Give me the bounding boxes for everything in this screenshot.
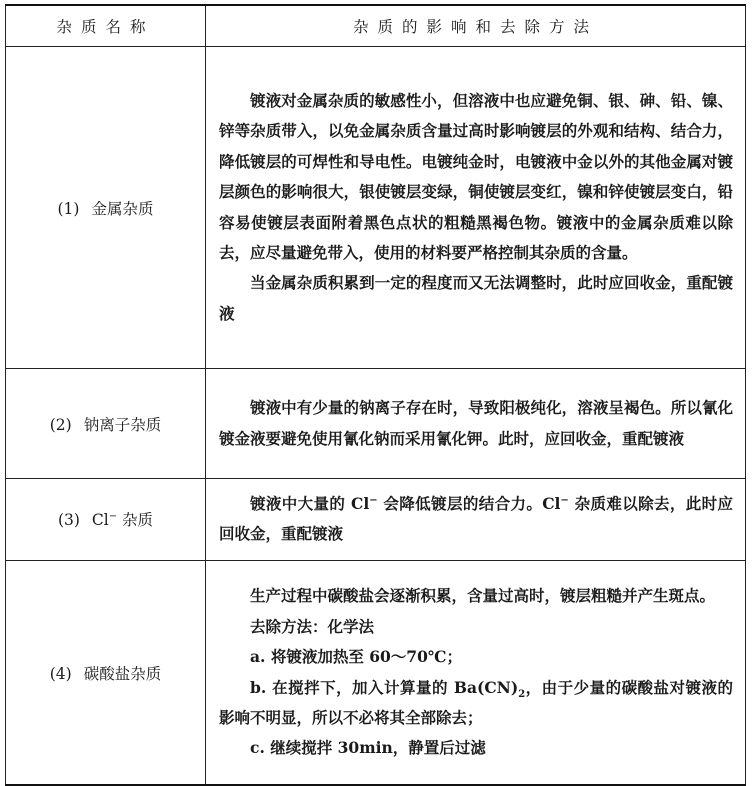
impurity-name-cell [6, 560, 206, 785]
description-paragraph: 镀液对金属杂质的敏感性小，但溶液中也应避免铜、银、砷、铅、镍、锌等杂质带入，以免金属杂质含量过高时影响镀层的外观和结构、结合力，降低镀层的可焊性和导电性。电镀纯金时，电镀液中金以外的其他金属对镀层颜色的影响很大，银使镀层变绿，铜使镀层变红，镍和锌使镀层变白，铅容易使镀层表面附着黑色点状的粗糙黑褐色物。镀液中的金属杂质难以除去，应尽量避免带入，使用的材料要严格控制其杂质的含量。 [219, 90, 733, 262]
impurity-name: 钠离子杂质 [83, 415, 162, 434]
row-number: (1) [57, 199, 80, 218]
removal-step-a: a. 将镀液加热至 60～70℃； [250, 647, 462, 667]
removal-step-c: c. 继续搅拌 30min，静置后过滤 [250, 738, 486, 758]
table-row [6, 479, 746, 561]
description-paragraph: 生产过程中碳酸盐会逐渐积累，含量过高时，镀层粗糙并产生斑点。 [250, 586, 716, 606]
description-paragraph: 镀液中有少量的钠离子存在时，导致阳极纯化，溶液呈褐色。所以氰化镀金液要避免使用氰化钠而采用氰化钾。此时，应回收金，重配镀液 [219, 398, 733, 448]
impurity-description-cell [206, 369, 746, 479]
impurity-name: 碳酸盐杂质 [83, 664, 162, 683]
header-effect-and-removal: 杂质的影响和去除方法 [206, 5, 746, 47]
impurity-name-cell [6, 369, 206, 479]
impurity-name-cell [6, 47, 206, 369]
table-header-row [6, 5, 746, 47]
impurity-description-cell [206, 47, 746, 369]
description-paragraph: 当金属杂质积累到一定的程度而又无法调整时，此时应回收金，重配镀液 [219, 273, 733, 323]
impurity-description-cell [206, 479, 746, 561]
impurity-description-cell [206, 560, 746, 785]
description-paragraph: 镀液中大量的 Cl− 会降低镀层的结合力。Cl− 杂质难以除去，此时应回收金，重配镀液 [219, 494, 733, 544]
header-impurity-name: 杂质名称 [6, 5, 206, 47]
row-number: (4) [49, 664, 72, 683]
impurity-name-cell [6, 479, 206, 561]
impurity-name: Cl− 杂质 [91, 511, 154, 530]
row-number: (3) [57, 511, 80, 530]
removal-method-label: 去除方法：化学法 [250, 616, 375, 636]
table-row [6, 560, 746, 785]
row-number: (2) [49, 415, 72, 434]
table-row [6, 47, 746, 369]
impurity-name: 金属杂质 [91, 199, 154, 218]
removal-step-b: b. 在搅拌下，加入计算量的 $Ba(CN)_2$，由于少量的碳酸盐对镀液的影响不明显，所以不必将其全部除去； [219, 677, 733, 727]
table-row [6, 369, 746, 479]
impurity-table [5, 4, 746, 786]
